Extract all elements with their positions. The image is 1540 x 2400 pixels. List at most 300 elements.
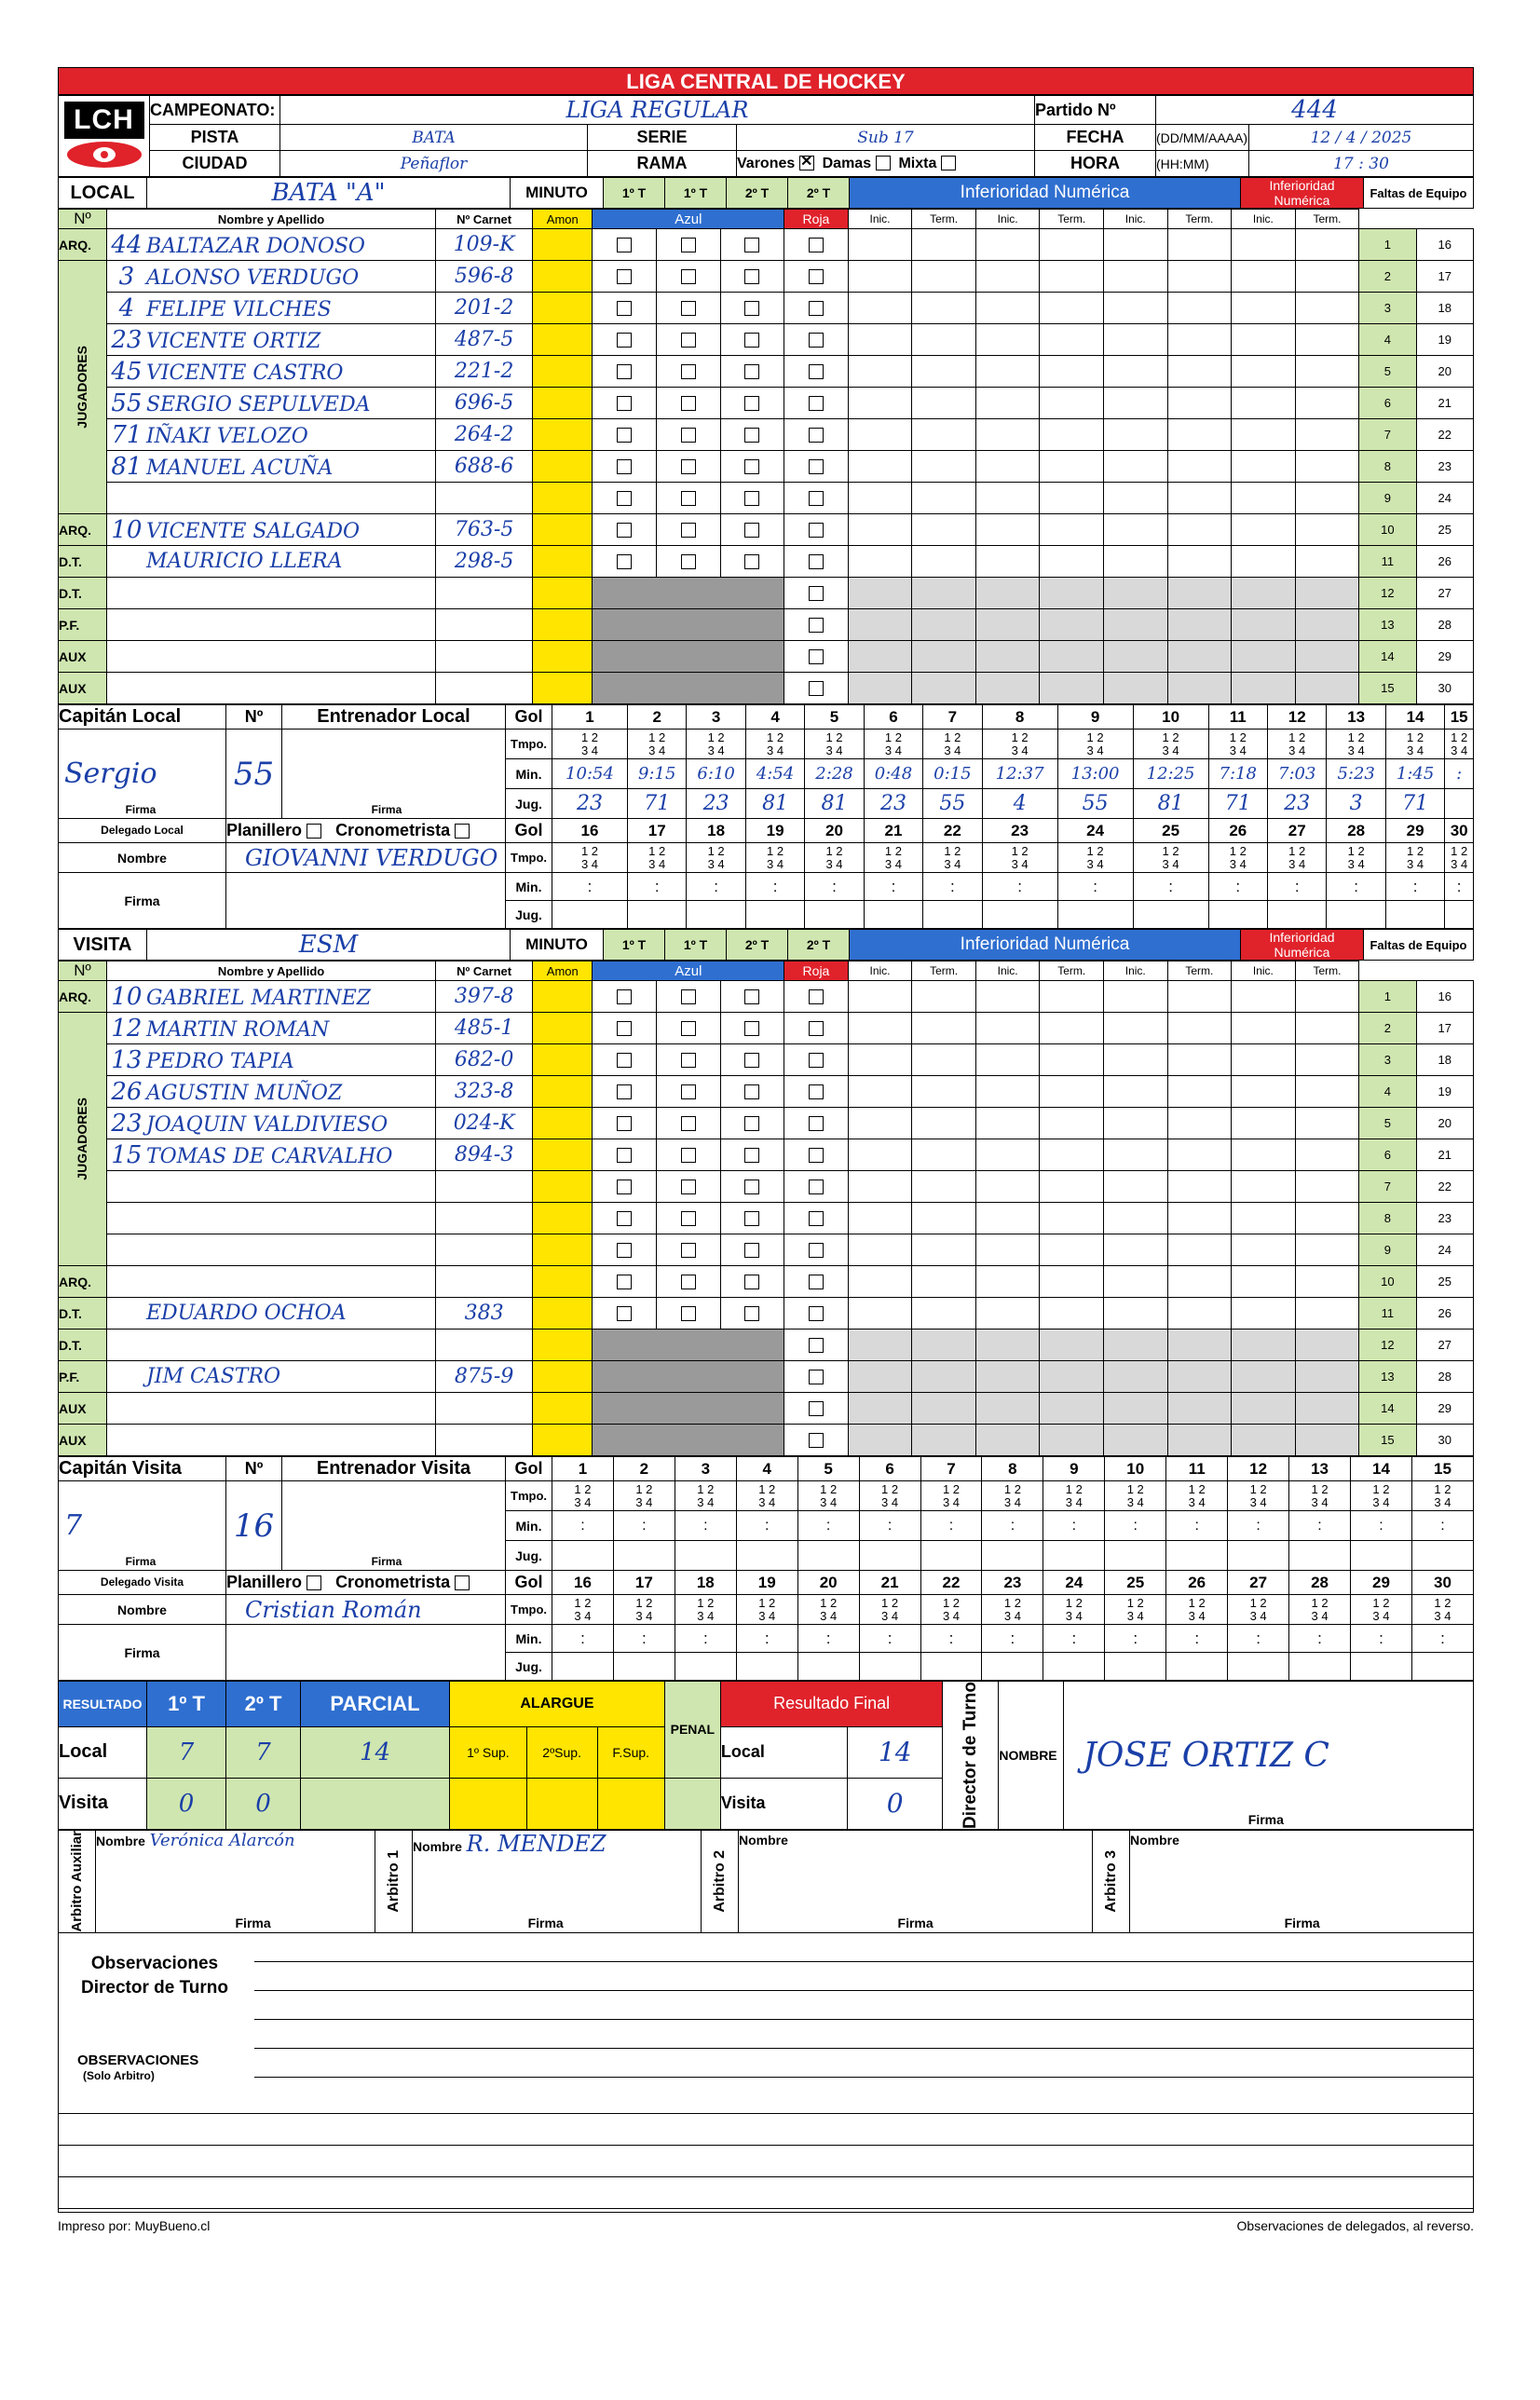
local-azul-checkbox[interactable]	[681, 364, 696, 379]
visita-falta-left[interactable]: 12	[1359, 1330, 1416, 1361]
local-tmpo-bot-2[interactable]: 3 4	[1451, 856, 1468, 871]
visita-tmpo-top-2[interactable]: 1 2	[1065, 1595, 1083, 1610]
local-player-name[interactable]: VICENTE CASTRO	[145, 361, 344, 385]
local-falta-right[interactable]: 27	[1416, 578, 1473, 609]
visita-tmpo-bot-2[interactable]: 3 4	[1188, 1608, 1206, 1623]
local-roja-checkbox[interactable]	[809, 491, 824, 506]
local-azul-checkbox[interactable]	[744, 491, 759, 506]
visita-tmpo-bot-2[interactable]: 3 4	[1249, 1608, 1267, 1623]
visita-azul-checkbox[interactable]	[617, 989, 632, 1004]
local-tmpo-bot-2[interactable]: 3 4	[1288, 856, 1306, 871]
visita-azul-checkbox[interactable]	[617, 1084, 632, 1099]
local-goal-jug[interactable]: 81	[1133, 789, 1208, 819]
local-goal-min[interactable]: 0:48	[864, 759, 922, 789]
local-goal-min[interactable]: 5:23	[1327, 759, 1385, 789]
local-roja-checkbox[interactable]	[809, 459, 824, 474]
local-falta-right[interactable]: 18	[1416, 293, 1473, 324]
local-player-carnet[interactable]	[436, 609, 533, 641]
local-tmpo-bot-2[interactable]: 3 4	[1347, 856, 1365, 871]
visita-falta-right[interactable]: 30	[1416, 1425, 1473, 1456]
visita-player-carnet[interactable]: 875-9	[436, 1361, 533, 1393]
local-goal-jug[interactable]: 23	[1268, 789, 1327, 819]
visita-azul-checkbox[interactable]	[744, 1211, 759, 1226]
visita-tmpo-bot-2[interactable]: 3 4	[635, 1608, 653, 1623]
local-player-name[interactable]: FELIPE VILCHES	[145, 297, 332, 321]
local-player-name[interactable]: MANUEL ACUÑA	[145, 456, 334, 480]
visita-team-name[interactable]: ESM	[147, 930, 511, 961]
visita-falta-left[interactable]: 6	[1359, 1139, 1416, 1171]
local-tmpo-top[interactable]: 1 2	[825, 730, 843, 744]
local-azul-checkbox[interactable]	[617, 333, 632, 348]
visita-tmpo-top[interactable]: 1 2	[574, 1481, 592, 1496]
local-falta-right[interactable]: 17	[1416, 261, 1473, 293]
local-azul-checkbox[interactable]	[617, 364, 632, 379]
local-player-name[interactable]: VICENTE ORTIZ	[145, 329, 321, 353]
local-azul-checkbox[interactable]	[681, 301, 696, 316]
local-goal-jug[interactable]: 71	[627, 789, 686, 819]
visita-roja-checkbox[interactable]	[809, 1211, 824, 1226]
visita-azul-checkbox[interactable]	[681, 1243, 696, 1258]
visita-tmpo-bot-2[interactable]: 3 4	[574, 1608, 592, 1623]
local-falta-left[interactable]: 6	[1359, 388, 1416, 419]
visita-roja-checkbox[interactable]	[809, 989, 824, 1004]
local-goal-jug[interactable]: 23	[552, 789, 628, 819]
local-goal-min[interactable]: 1:45	[1385, 759, 1444, 789]
local-player-num[interactable]: 10	[111, 515, 143, 544]
local-player-carnet[interactable]: 221-2	[436, 356, 533, 388]
arbitro-1-nombre-value[interactable]: R. MENDEZ	[466, 1831, 606, 1857]
local-t2-score[interactable]: 7	[226, 1726, 301, 1778]
local-tmpo-top[interactable]: 1 2	[1288, 730, 1306, 744]
visita-azul-checkbox[interactable]	[681, 1275, 696, 1289]
local-tmpo-bot[interactable]: 3 4	[1162, 743, 1179, 757]
local-tmpo-top[interactable]: 1 2	[1229, 730, 1247, 744]
visita-tmpo-bot[interactable]: 3 4	[881, 1494, 899, 1509]
local-player-num[interactable]: 44	[111, 230, 143, 259]
local-player-carnet[interactable]: 487-5	[436, 324, 533, 356]
visita-roja-checkbox[interactable]	[809, 1370, 824, 1384]
local-azul-checkbox[interactable]	[744, 459, 759, 474]
local-roja-checkbox[interactable]	[809, 269, 824, 284]
visita-tmpo-top[interactable]: 1 2	[1188, 1481, 1206, 1496]
local-tmpo-bot[interactable]: 3 4	[1288, 743, 1306, 757]
local-tmpo-bot[interactable]: 3 4	[767, 743, 784, 757]
visita-tmpo-top[interactable]: 1 2	[1434, 1481, 1451, 1496]
visita-player-carnet[interactable]	[436, 1234, 533, 1266]
local-tmpo-top-2[interactable]: 1 2	[767, 843, 784, 858]
visita-tmpo-bot-2[interactable]: 3 4	[1126, 1608, 1144, 1623]
visita-player-num[interactable]: 26	[111, 1077, 143, 1106]
local-goal-min[interactable]: 4:54	[745, 759, 804, 789]
local-player-carnet[interactable]: 696-5	[436, 388, 533, 419]
local-tmpo-bot[interactable]: 3 4	[1086, 743, 1104, 757]
visita-falta-right[interactable]: 16	[1416, 981, 1473, 1013]
visita-tmpo-bot-2[interactable]: 3 4	[820, 1608, 838, 1623]
local-tmpo-bot[interactable]: 3 4	[1407, 743, 1424, 757]
visita-capitan-num[interactable]: 16	[226, 1481, 282, 1571]
local-tmpo-bot-2[interactable]: 3 4	[1011, 856, 1029, 871]
local-azul-checkbox[interactable]	[681, 523, 696, 538]
ciudad-value[interactable]: Peñaflor	[280, 151, 588, 177]
visita-falta-left[interactable]: 13	[1359, 1361, 1416, 1393]
local-tmpo-top[interactable]: 1 2	[944, 730, 961, 744]
local-azul-checkbox[interactable]	[744, 301, 759, 316]
local-falta-right[interactable]: 16	[1416, 229, 1473, 261]
visita-player-carnet[interactable]: 682-0	[436, 1044, 533, 1076]
local-goal-min[interactable]: 2:28	[805, 759, 864, 789]
visita-capitan-firma[interactable]: 7	[64, 1509, 83, 1542]
visita-player-carnet[interactable]: 397-8	[436, 981, 533, 1013]
visita-falta-right[interactable]: 24	[1416, 1234, 1473, 1266]
local-falta-right[interactable]: 26	[1416, 546, 1473, 578]
visita-player-num[interactable]: 10	[111, 982, 143, 1011]
visita-tmpo-top-2[interactable]: 1 2	[1126, 1595, 1144, 1610]
visita-tmpo-top[interactable]: 1 2	[1311, 1481, 1329, 1496]
visita-falta-left[interactable]: 14	[1359, 1393, 1416, 1425]
local-azul-checkbox[interactable]	[744, 523, 759, 538]
partido-value[interactable]: 444	[1156, 96, 1474, 125]
local-player-carnet[interactable]	[436, 641, 533, 673]
visita-azul-checkbox[interactable]	[681, 1148, 696, 1163]
visita-roja-checkbox[interactable]	[809, 1116, 824, 1131]
local-tmpo-bot[interactable]: 3 4	[648, 743, 666, 757]
visita-falta-right[interactable]: 19	[1416, 1076, 1473, 1108]
visita-tmpo-top[interactable]: 1 2	[942, 1481, 961, 1496]
local-tmpo-top-2[interactable]: 1 2	[1407, 843, 1424, 858]
visita-tmpo-top-2[interactable]: 1 2	[697, 1595, 715, 1610]
visita-tmpo-top[interactable]: 1 2	[881, 1481, 899, 1496]
local-goal-min[interactable]: 12:25	[1133, 759, 1208, 789]
visita-player-num[interactable]: 23	[111, 1109, 143, 1138]
local-player-name[interactable]: SERGIO SEPULVEDA	[145, 392, 371, 416]
visita-player-carnet[interactable]: 894-3	[436, 1139, 533, 1171]
local-tmpo-top-2[interactable]: 1 2	[648, 843, 666, 858]
visita-tmpo-top[interactable]: 1 2	[635, 1481, 653, 1496]
visita-falta-right[interactable]: 23	[1416, 1203, 1473, 1234]
visita-falta-right[interactable]: 27	[1416, 1330, 1473, 1361]
local-roja-checkbox[interactable]	[809, 364, 824, 379]
local-player-carnet[interactable]: 688-6	[436, 451, 533, 483]
local-falta-left[interactable]: 15	[1359, 673, 1416, 704]
local-roja-checkbox[interactable]	[809, 428, 824, 443]
campeonato-value[interactable]: LIGA REGULAR	[280, 96, 1035, 125]
visita-falta-left[interactable]: 2	[1359, 1013, 1416, 1044]
local-tmpo-top[interactable]: 1 2	[1407, 730, 1424, 744]
visita-player-name[interactable]: GABRIEL MARTINEZ	[145, 986, 372, 1010]
local-tmpo-bot-2[interactable]: 3 4	[580, 856, 599, 871]
local-falta-left[interactable]: 2	[1359, 261, 1416, 293]
local-goal-jug[interactable]	[1445, 789, 1474, 819]
visita-player-name[interactable]: JOAQUIN VALDIVIESO	[145, 1112, 388, 1137]
local-tmpo-bot-2[interactable]: 3 4	[1407, 856, 1424, 871]
mixta-checkbox[interactable]	[941, 156, 956, 170]
local-goal-jug[interactable]: 55	[1057, 789, 1133, 819]
local-falta-left[interactable]: 14	[1359, 641, 1416, 673]
local-falta-left[interactable]: 4	[1359, 324, 1416, 356]
local-azul-checkbox[interactable]	[744, 269, 759, 284]
local-goal-min[interactable]: 10:54	[552, 759, 628, 789]
visita-azul-checkbox[interactable]	[744, 1306, 759, 1321]
visita-delegado-nombre[interactable]: Cristian Román	[226, 1595, 506, 1625]
local-falta-right[interactable]: 28	[1416, 609, 1473, 641]
visita-azul-checkbox[interactable]	[744, 1275, 759, 1289]
local-azul-checkbox[interactable]	[617, 523, 632, 538]
visita-tmpo-top-2[interactable]: 1 2	[1188, 1595, 1206, 1610]
visita-falta-left[interactable]: 5	[1359, 1108, 1416, 1139]
local-goal-jug[interactable]: 3	[1327, 789, 1385, 819]
visita-t2-score[interactable]: 0	[226, 1778, 301, 1829]
local-roja-checkbox[interactable]	[809, 649, 824, 664]
visita-roja-checkbox[interactable]	[809, 1401, 824, 1416]
visita-azul-checkbox[interactable]	[744, 1180, 759, 1194]
local-tmpo-top-2[interactable]: 1 2	[580, 843, 599, 858]
local-final-score[interactable]: 14	[848, 1726, 943, 1778]
visita-player-carnet[interactable]: 323-8	[436, 1076, 533, 1108]
local-player-name[interactable]: VICENTE SALGADO	[145, 519, 361, 543]
pista-value[interactable]: BATA	[280, 125, 588, 151]
visita-tmpo-top[interactable]: 1 2	[1249, 1481, 1267, 1496]
local-tmpo-bot[interactable]: 3 4	[825, 743, 843, 757]
visita-azul-checkbox[interactable]	[617, 1148, 632, 1163]
local-goal-jug[interactable]: 81	[805, 789, 864, 819]
local-player-name[interactable]: IÑAKI VELOZO	[145, 424, 308, 448]
local-t1-score[interactable]: 7	[147, 1726, 226, 1778]
visita-player-carnet[interactable]	[436, 1425, 533, 1456]
visita-falta-right[interactable]: 26	[1416, 1298, 1473, 1330]
local-azul-checkbox[interactable]	[617, 269, 632, 284]
local-goal-jug[interactable]: 23	[687, 789, 745, 819]
local-falta-left[interactable]: 12	[1359, 578, 1416, 609]
local-roja-checkbox[interactable]	[809, 238, 824, 252]
visita-falta-right[interactable]: 20	[1416, 1108, 1473, 1139]
visita-tmpo-bot-2[interactable]: 3 4	[881, 1608, 899, 1623]
local-player-num[interactable]: 3	[118, 262, 135, 291]
local-azul-checkbox[interactable]	[681, 459, 696, 474]
visita-tmpo-bot[interactable]: 3 4	[820, 1494, 838, 1509]
visita-azul-checkbox[interactable]	[744, 1084, 759, 1099]
local-tmpo-top[interactable]: 1 2	[1011, 730, 1029, 744]
local-falta-right[interactable]: 25	[1416, 514, 1473, 546]
local-goal-min[interactable]: 0:15	[923, 759, 982, 789]
local-player-carnet[interactable]: 298-5	[436, 546, 533, 578]
local-tmpo-top[interactable]: 1 2	[884, 730, 902, 744]
local-goal-min[interactable]: 6:10	[687, 759, 745, 789]
visita-player-carnet[interactable]	[436, 1171, 533, 1203]
visita-falta-right[interactable]: 18	[1416, 1044, 1473, 1076]
visita-azul-checkbox[interactable]	[681, 1306, 696, 1321]
local-tmpo-bot[interactable]: 3 4	[884, 743, 902, 757]
local-tmpo-top[interactable]: 1 2	[707, 730, 725, 744]
visita-planillero-checkbox[interactable]	[307, 1575, 321, 1590]
local-player-name[interactable]: BALTAZAR DONOSO	[145, 234, 365, 258]
local-player-num[interactable]: 4	[118, 293, 135, 322]
local-azul-checkbox[interactable]	[617, 428, 632, 443]
visita-tmpo-bot[interactable]: 3 4	[1311, 1494, 1329, 1509]
visita-player-carnet[interactable]: 485-1	[436, 1013, 533, 1044]
visita-tmpo-bot-2[interactable]: 3 4	[697, 1608, 715, 1623]
visita-player-name[interactable]: JIM CASTRO	[145, 1365, 281, 1388]
visita-azul-checkbox[interactable]	[681, 989, 696, 1004]
local-falta-left[interactable]: 1	[1359, 229, 1416, 261]
local-falta-right[interactable]: 23	[1416, 451, 1473, 483]
local-goal-jug[interactable]: 4	[982, 789, 1057, 819]
local-tmpo-bot-2[interactable]: 3 4	[707, 856, 725, 871]
visita-tmpo-bot-2[interactable]: 3 4	[942, 1608, 961, 1623]
visita-roja-checkbox[interactable]	[809, 1053, 824, 1068]
visita-player-name[interactable]: EDUARDO OCHOA	[145, 1302, 347, 1325]
visita-tmpo-bot[interactable]: 3 4	[1188, 1494, 1206, 1509]
local-falta-left[interactable]: 11	[1359, 546, 1416, 578]
local-falta-left[interactable]: 9	[1359, 483, 1416, 514]
visita-azul-checkbox[interactable]	[681, 1180, 696, 1194]
local-azul-checkbox[interactable]	[617, 301, 632, 316]
visita-falta-right[interactable]: 29	[1416, 1393, 1473, 1425]
local-falta-right[interactable]: 24	[1416, 483, 1473, 514]
local-tmpo-top[interactable]: 1 2	[1162, 730, 1179, 744]
visita-final-score[interactable]: 0	[848, 1778, 943, 1829]
visita-tmpo-top[interactable]: 1 2	[697, 1481, 715, 1496]
local-azul-checkbox[interactable]	[744, 554, 759, 569]
local-goal-jug[interactable]: 71	[1385, 789, 1444, 819]
visita-player-name[interactable]: MARTIN ROMAN	[145, 1017, 330, 1042]
visita-roja-checkbox[interactable]	[809, 1433, 824, 1448]
local-goal-min[interactable]: :	[1445, 759, 1474, 789]
local-azul-checkbox[interactable]	[681, 554, 696, 569]
local-player-num[interactable]: 45	[111, 357, 143, 386]
visita-tmpo-top-2[interactable]: 1 2	[1311, 1595, 1329, 1610]
local-tmpo-top-2[interactable]: 1 2	[1451, 843, 1468, 858]
local-tmpo-top-2[interactable]: 1 2	[1011, 843, 1029, 858]
local-player-carnet[interactable]: 763-5	[436, 514, 533, 546]
visita-t1-score[interactable]: 0	[147, 1778, 226, 1829]
visita-player-num[interactable]: 13	[111, 1045, 143, 1074]
visita-tmpo-top-2[interactable]: 1 2	[635, 1595, 653, 1610]
local-goal-min[interactable]: 7:18	[1208, 759, 1267, 789]
visita-tmpo-bot[interactable]: 3 4	[1249, 1494, 1267, 1509]
visita-tmpo-top-2[interactable]: 1 2	[1003, 1595, 1021, 1610]
visita-tmpo-top[interactable]: 1 2	[1126, 1481, 1144, 1496]
local-goal-min[interactable]: 9:15	[627, 759, 686, 789]
visita-falta-left[interactable]: 15	[1359, 1425, 1416, 1456]
local-goal-jug[interactable]: 81	[745, 789, 804, 819]
local-player-num[interactable]: 23	[111, 325, 143, 354]
local-falta-left[interactable]: 13	[1359, 609, 1416, 641]
visita-tmpo-bot-2[interactable]: 3 4	[1372, 1608, 1390, 1623]
visita-tmpo-bot[interactable]: 3 4	[635, 1494, 653, 1509]
local-falta-left[interactable]: 8	[1359, 451, 1416, 483]
local-azul-checkbox[interactable]	[681, 269, 696, 284]
visita-azul-checkbox[interactable]	[681, 1116, 696, 1131]
visita-tmpo-bot-2[interactable]: 3 4	[758, 1608, 776, 1623]
visita-tmpo-bot[interactable]: 3 4	[758, 1494, 776, 1509]
visita-roja-checkbox[interactable]	[809, 1275, 824, 1289]
visita-tmpo-top[interactable]: 1 2	[820, 1481, 838, 1496]
arbitro-aux-nombre-value[interactable]: Verónica Alarcón	[149, 1831, 295, 1850]
visita-tmpo-top[interactable]: 1 2	[1372, 1481, 1390, 1496]
local-goal-jug[interactable]: 23	[864, 789, 922, 819]
visita-azul-checkbox[interactable]	[681, 1053, 696, 1068]
local-falta-left[interactable]: 7	[1359, 419, 1416, 451]
visita-cronometrista-checkbox[interactable]	[455, 1575, 470, 1590]
local-player-carnet[interactable]: 201-2	[436, 293, 533, 324]
local-tmpo-top-2[interactable]: 1 2	[707, 843, 725, 858]
visita-azul-checkbox[interactable]	[744, 1021, 759, 1036]
local-roja-checkbox[interactable]	[809, 523, 824, 538]
local-falta-right[interactable]: 29	[1416, 641, 1473, 673]
local-roja-checkbox[interactable]	[809, 586, 824, 601]
local-delegado-nombre[interactable]: GIOVANNI VERDUGO	[226, 843, 506, 873]
local-tmpo-bot[interactable]: 3 4	[1229, 743, 1247, 757]
local-player-num[interactable]: 71	[111, 420, 143, 449]
local-parcial-score[interactable]: 14	[301, 1726, 450, 1778]
local-capitan-num[interactable]: 55	[226, 730, 282, 819]
local-player-num[interactable]: 81	[111, 452, 143, 481]
visita-player-carnet[interactable]	[436, 1330, 533, 1361]
local-player-name[interactable]: MAURICIO LLERA	[145, 550, 343, 573]
local-player-carnet[interactable]	[436, 578, 533, 609]
visita-tmpo-top[interactable]: 1 2	[1003, 1481, 1021, 1496]
local-tmpo-top-2[interactable]: 1 2	[1347, 843, 1365, 858]
visita-falta-left[interactable]: 9	[1359, 1234, 1416, 1266]
local-player-carnet[interactable]: 596-8	[436, 261, 533, 293]
local-player-carnet[interactable]: 109-K	[436, 229, 533, 261]
visita-player-carnet[interactable]	[436, 1203, 533, 1234]
local-falta-right[interactable]: 20	[1416, 356, 1473, 388]
visita-player-name[interactable]: AGUSTIN MUÑOZ	[145, 1081, 343, 1105]
local-player-carnet[interactable]: 264-2	[436, 419, 533, 451]
visita-roja-checkbox[interactable]	[809, 1338, 824, 1353]
local-falta-right[interactable]: 22	[1416, 419, 1473, 451]
fecha-value[interactable]: 12 / 4 / 2025	[1249, 125, 1474, 151]
local-azul-checkbox[interactable]	[617, 491, 632, 506]
visita-player-name[interactable]: PEDRO TAPIA	[145, 1049, 294, 1073]
local-azul-checkbox[interactable]	[744, 396, 759, 411]
local-azul-checkbox[interactable]	[744, 364, 759, 379]
visita-tmpo-top-2[interactable]: 1 2	[820, 1595, 838, 1610]
local-roja-checkbox[interactable]	[809, 681, 824, 696]
local-team-name[interactable]: BATA "A"	[147, 178, 511, 209]
local-tmpo-top-2[interactable]: 1 2	[1086, 843, 1104, 858]
visita-tmpo-bot-2[interactable]: 3 4	[1065, 1608, 1083, 1623]
serie-value[interactable]: Sub 17	[737, 125, 1035, 151]
local-tmpo-bot-2[interactable]: 3 4	[1229, 856, 1247, 871]
local-roja-checkbox[interactable]	[809, 301, 824, 316]
local-tmpo-bot[interactable]: 3 4	[1451, 743, 1468, 757]
local-tmpo-bot[interactable]: 3 4	[580, 743, 599, 757]
local-player-carnet[interactable]	[436, 673, 533, 704]
local-azul-checkbox[interactable]	[681, 428, 696, 443]
local-tmpo-bot[interactable]: 3 4	[707, 743, 725, 757]
visita-tmpo-top-2[interactable]: 1 2	[1249, 1595, 1267, 1610]
local-tmpo-bot-2[interactable]: 3 4	[884, 856, 902, 871]
visita-player-carnet[interactable]	[436, 1393, 533, 1425]
visita-tmpo-top[interactable]: 1 2	[1065, 1481, 1083, 1496]
visita-azul-checkbox[interactable]	[617, 1211, 632, 1226]
local-azul-checkbox[interactable]	[744, 428, 759, 443]
visita-player-carnet[interactable]	[436, 1266, 533, 1298]
visita-tmpo-bot[interactable]: 3 4	[1126, 1494, 1144, 1509]
local-azul-checkbox[interactable]	[681, 333, 696, 348]
visita-tmpo-top-2[interactable]: 1 2	[574, 1595, 592, 1610]
local-falta-right[interactable]: 30	[1416, 673, 1473, 704]
local-goal-min[interactable]: 7:03	[1268, 759, 1327, 789]
local-tmpo-bot-2[interactable]: 3 4	[1086, 856, 1104, 871]
local-player-num[interactable]: 55	[111, 389, 143, 417]
visita-azul-checkbox[interactable]	[617, 1243, 632, 1258]
visita-falta-right[interactable]: 25	[1416, 1266, 1473, 1298]
local-tmpo-top[interactable]: 1 2	[1347, 730, 1365, 744]
visita-tmpo-top-2[interactable]: 1 2	[1434, 1595, 1451, 1610]
